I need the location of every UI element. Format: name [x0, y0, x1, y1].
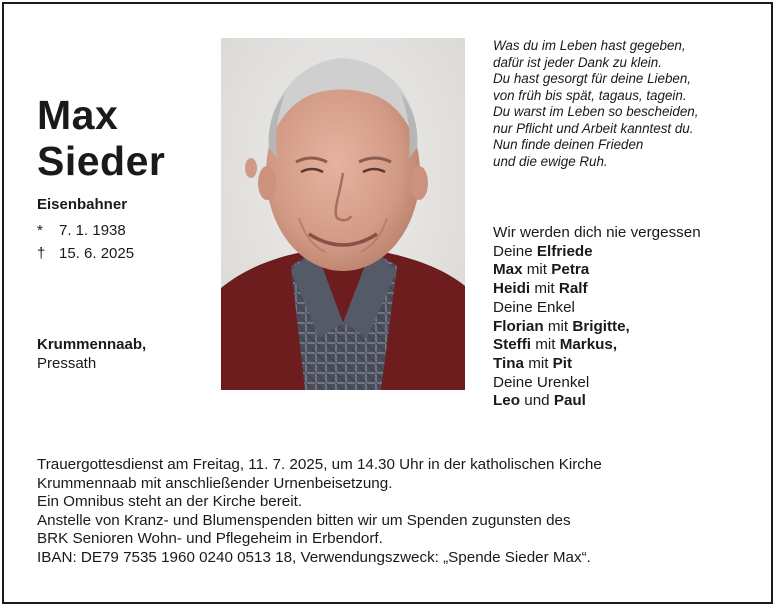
grandchild-line: Tina mit Pit — [493, 354, 573, 372]
poem-line: Nun finde deinen Frieden — [493, 137, 644, 152]
grandchild-line: Steffi mit Markus, — [493, 336, 618, 354]
notice-line: Anstelle von Kranz- und Blumenspenden bitten wir um Spenden zugunsten des — [37, 511, 571, 529]
memorial-poem — [493, 38, 698, 170]
child-line: Max mit Petra — [493, 261, 590, 279]
poem-line: Was du im Leben hast gegeben, — [493, 38, 686, 53]
grandchild-line: Florian mit Brigitte, — [493, 317, 630, 335]
last-name: Sieder — [37, 138, 166, 184]
poem-line: Du hast gesorgt für deine Lieben, — [493, 71, 692, 86]
great-grandchildren-label: Deine Urenkel — [493, 373, 590, 391]
notice-line: Trauergottesdienst am Freitag, 11. 7. 2025, um 14.30 Uhr in der katholischen Kirche — [37, 456, 602, 473]
place-secondary: Pressath — [37, 355, 97, 372]
funeral-notice — [37, 456, 602, 567]
poem-line: dafür ist jeder Dank zu klein. — [493, 54, 662, 70]
notice-line: BRK Senioren Wohn- und Pflegeheim in Erbendorf. — [37, 530, 383, 547]
first-name: Max — [37, 92, 119, 138]
portrait-photo — [221, 38, 465, 390]
death-date: 15. 6. 2025 — [59, 245, 135, 262]
poem-line: nur Pflicht und Arbeit kanntest du. — [493, 120, 694, 136]
place-primary: Krummennaab, — [37, 336, 147, 353]
child-line: Heidi mit Ralf — [493, 280, 588, 298]
birth-star-icon: * — [37, 222, 43, 239]
notice-line: IBAN: DE79 7535 1960 0240 0513 18, Verwendungszweck: „Spende Sieder Max“. — [37, 548, 591, 566]
poem-line: und die ewige Ruh. — [493, 153, 608, 169]
family-intro: Wir werden dich nie vergessen — [493, 224, 701, 241]
notice-line: Ein Omnibus steht an der Kirche bereit. — [37, 493, 303, 510]
poem-line: von früh bis spät, tagaus, tagein. — [493, 87, 687, 103]
death-cross-icon: † — [37, 245, 46, 262]
birth-date: 7. 1. 1938 — [59, 222, 126, 239]
spouse-line: Deine Elfriede — [493, 242, 593, 260]
occupation: Eisenbahner — [37, 196, 128, 213]
portrait-illustration — [221, 38, 465, 390]
poem-line: Du warst im Leben so bescheiden, — [493, 104, 699, 119]
grandchildren-label: Deine Enkel — [493, 298, 575, 316]
birth-line — [37, 222, 126, 240]
spouse-name: Elfriede — [536, 242, 593, 260]
family-list — [493, 224, 701, 411]
notice-line: Krummennaab mit anschließender Urnenbeisetzung. — [37, 474, 393, 492]
death-line — [37, 245, 134, 263]
great-grandchild-line: Leo und Paul — [493, 392, 586, 410]
